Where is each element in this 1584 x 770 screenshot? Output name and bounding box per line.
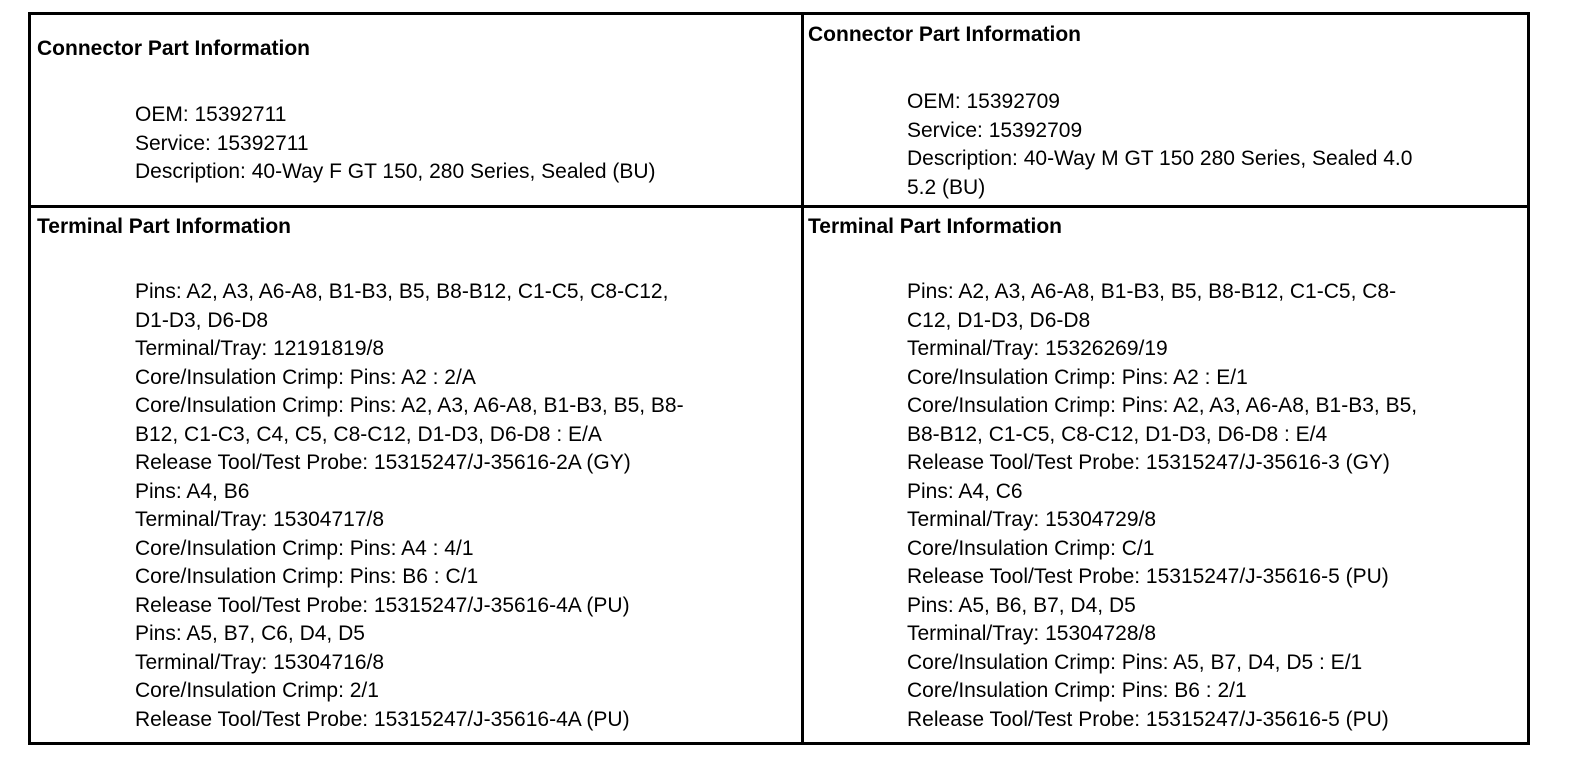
left-terminal-line: Pins: A2, A3, A6-A8, B1-B3, B5, B8-B12, C1-C5, C8-C12, [135, 280, 669, 303]
left-connector-details [135, 101, 795, 187]
right-terminal-line: Pins: A2, A3, A6-A8, B1-B3, B5, B8-B12, C1-C5, C8- [907, 280, 1397, 303]
left-terminal-line: Pins: A4, B6 [135, 479, 250, 503]
left-connector-heading: Connector Part Information [37, 37, 311, 60]
connector-info-table [28, 12, 1530, 745]
left-connector-cell [31, 15, 801, 205]
left-terminal-line: Release Tool/Test Probe: 15315247/J-35616-4A (PU) [135, 593, 630, 617]
left-terminal-line: D1-D3, D6-D8 [135, 308, 269, 332]
left-terminal-line: Core/Insulation Crimp: 2/1 [135, 679, 379, 702]
left-terminal-line: Core/Insulation Crimp: Pins: B6 : C/1 [135, 565, 479, 588]
right-terminal-line: Core/Insulation Crimp: Pins: A2, A3, A6-A8, B1-B3, B5, [907, 394, 1418, 417]
left-terminal-line: Pins: A5, B7, C6, D4, D5 [135, 622, 365, 645]
right-terminal-line: Terminal/Tray: 15304729/8 [907, 508, 1157, 531]
right-terminal-line: Release Tool/Test Probe: 15315247/J-35616-5 (PU) [907, 707, 1389, 731]
right-terminal-cell [804, 208, 1527, 742]
left-connector-description: Description: 40-Way F GT 150, 280 Series, Sealed (BU) [135, 160, 656, 183]
right-connector-details [907, 88, 1522, 202]
left-terminal-details [135, 278, 795, 734]
right-terminal-line: C12, D1-D3, D6-D8 [907, 308, 1091, 332]
left-connector-oem: OEM: 15392711 [135, 103, 287, 126]
left-connector-service: Service: 15392711 [135, 131, 309, 155]
left-terminal-line: Core/Insulation Crimp: Pins: A2, A3, A6-A8, B1-B3, B5, B8- [135, 394, 684, 417]
right-terminal-heading: Terminal Part Information [808, 215, 1062, 238]
left-terminal-line: B12, C1-C3, C4, C5, C8-C12, D1-D3, D6-D8 : E/A [135, 422, 602, 446]
right-terminal-line: Terminal/Tray: 15304728/8 [907, 622, 1157, 645]
right-connector-description: Description: 40-Way M GT 150 280 Series, Sealed 4.0 [907, 147, 1413, 170]
right-terminal-line: Release Tool/Test Probe: 15315247/J-35616-3 (GY) [907, 451, 1390, 474]
left-terminal-line: Core/Insulation Crimp: Pins: A4 : 4/1 [135, 536, 474, 560]
right-connector-service: Service: 15392709 [907, 118, 1083, 142]
right-terminal-line: Core/Insulation Crimp: C/1 [907, 536, 1155, 560]
right-connector-description-cont: 5.2 (BU) [907, 175, 986, 199]
right-terminal-line: Release Tool/Test Probe: 15315247/J-35616-5 (PU) [907, 565, 1389, 588]
right-terminal-line: Core/Insulation Crimp: Pins: B6 : 2/1 [907, 679, 1247, 702]
left-terminal-line: Terminal/Tray: 12191819/8 [135, 337, 385, 360]
right-connector-oem: OEM: 15392709 [907, 90, 1060, 113]
right-terminal-line: B8-B12, C1-C5, C8-C12, D1-D3, D6-D8 : E/4 [907, 422, 1328, 446]
right-terminal-line: Pins: A5, B6, B7, D4, D5 [907, 593, 1136, 617]
left-terminal-cell [31, 208, 801, 742]
left-terminal-line: Terminal/Tray: 15304717/8 [135, 508, 385, 531]
left-terminal-line: Release Tool/Test Probe: 15315247/J-35616-4A (PU) [135, 707, 630, 731]
right-connector-cell [804, 15, 1527, 205]
left-terminal-line: Core/Insulation Crimp: Pins: A2 : 2/A [135, 365, 476, 389]
right-terminal-line: Terminal/Tray: 15326269/19 [907, 337, 1168, 360]
right-terminal-line: Core/Insulation Crimp: Pins: A2 : E/1 [907, 365, 1248, 389]
left-terminal-line: Terminal/Tray: 15304716/8 [135, 650, 385, 674]
right-terminal-line: Pins: A4, C6 [907, 479, 1023, 503]
right-terminal-details [907, 278, 1522, 734]
left-terminal-heading: Terminal Part Information [37, 215, 291, 238]
left-terminal-line: Release Tool/Test Probe: 15315247/J-35616-2A (GY) [135, 451, 631, 474]
right-connector-heading: Connector Part Information [808, 23, 1082, 46]
right-terminal-line: Core/Insulation Crimp: Pins: A5, B7, D4, D5 : E/1 [907, 650, 1363, 674]
